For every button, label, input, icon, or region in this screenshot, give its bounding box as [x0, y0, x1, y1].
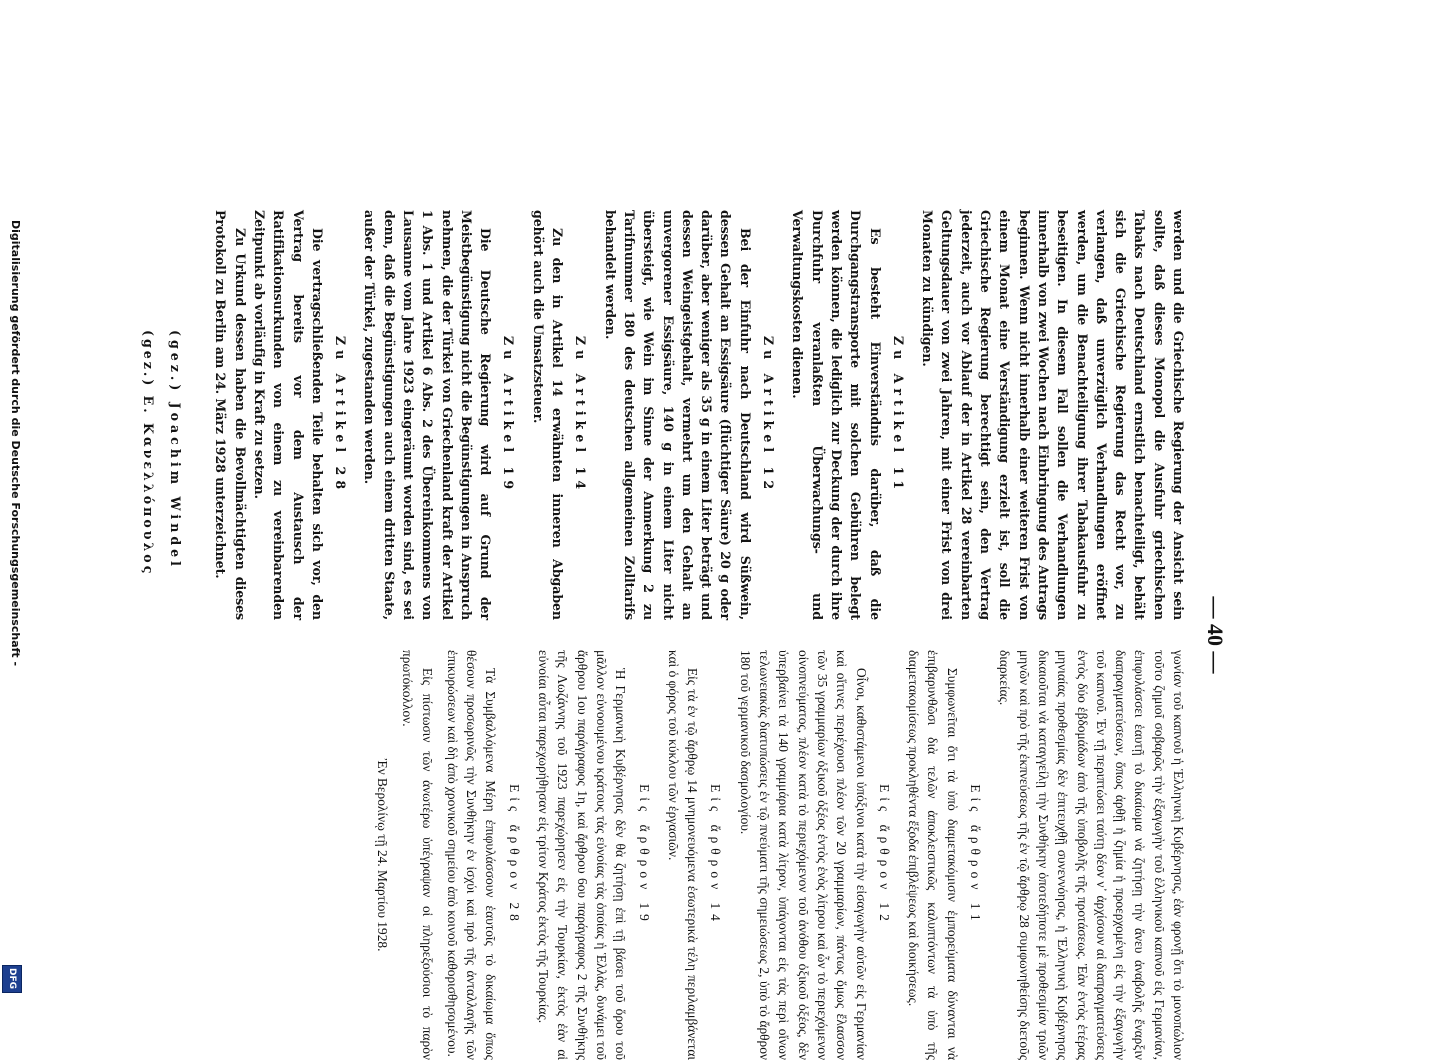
section-heading: Zu Artikel 28 — [333, 335, 349, 495]
dfg-logo-icon: DFG — [2, 965, 22, 993]
greek-column — [373, 650, 1188, 1060]
greek-intro-paragraph: γωνίαν τοῦ καπνοῦ ἡ Ἑλληνικὴ Κυβέρνησις, ἐὰν φρονῇ ὅτι τὸ μονοπώλιον τοῦτο ζημιοῖ σοβαρῶς τὴν ἐξαγωγὴν τοῦ ἑλληνικοῦ καπνοῦ εἰς Γερμανίαν, ἐπιφυλάσσει ἑαυτῇ τὸ δικαίωμα νὰ ζητήσῃ τὴν ἄνευ ἀναβολῆς ἔναρξιν διαπραγματεύσεων, ὅπως ἀρθῇ ἡ ζημία ἡ προερχομένη εἰς τὴν ἐξαγωγὴν τοῦ καπνοῦ. Ἐν τῇ περιπτώσει ταύτῃ δέον ν᾽ ἀρχίσουν αἱ διαπραγματεύσεις ἐντὸς δύο ἑβδομάδων ἀπὸ τῆς ὑποβολῆς τῆς προτάσεως. Ἐὰν ἐντὸς ἑτέρας μηνιαίας προθεσμίας δὲν ἐπιτευχθῇ συνεννόησις, ἡ Ἑλληνικὴ Κυβέρνησις δικαιοῦται νὰ καταγγείλῃ τὴν Συνθήκην ὁποτεδήποτε μὲ προθεσμίαν τριῶν μηνῶν καὶ πρὸ τῆς ἐκπνεύσεως τῆς ἐν τῷ ἄρθρῳ 28 συμφωνηθείσης διετοῦς διαρκείας. — [997, 650, 1186, 1060]
german-intro-paragraph: werden und die Griechische Regierung der Ansicht sein sollte, daß dieses Monopol die Ausfuhr griechischen Tabaks nach Deutschland ernstlich benachteiligt, behält sich die Griechische Regierung das Recht vor, zu verlangen, daß unverzüglich Verhandlungen eröffnet werden, um die Benachteiligung ihrer Tabakausfuhr zu beseitigen. In diesem Fall sollen die Verhandlungen innerhalb von zwei Wochen nach Einbringung des Antrags beginnen. Wenn nicht innerhalb einer weiteren Frist von einem Monat eine Verständigung erzielt ist, soll die Griechische Regierung berechtigt sein, den Vertrag jederzeit, auch vor Ablauf der in Artikel 28 vereinbarten Geltungsdauer von zwei Jahren, mit einer Frist von drei Monaten zu kündigen. — [920, 210, 1186, 620]
section-paragraph: Bei der Einfuhr nach Deutschland wird Süßwein, dessen Gehalt an Essigsäure (flüchtiger Säure) 20 g oder darüber, aber weniger als 35 g in einem Liter beträgt und dessen Weingeistgehalt, vermehrt um den Gehalt an unvergorener Essigsäure, 140 g in einem Liter nicht übersteigt, wie Wein im Sinne der Anmerkung 2 zu Tarifnummer 180 des deutschen allgemeinen Zolltarifs behandelt werden. — [602, 210, 753, 620]
german-section-article-12 — [600, 210, 778, 620]
place-date-line: Ἐν Βερολίνῳ τῇ 24. Μαρτίου 1928. — [375, 758, 391, 952]
section-paragraph: Οἶνοι, καθιστάμενοι ὑπόξινοι κατὰ τὴν εἰσαγωγὴν αὐτῶν εἰς Γερμανίαν καὶ οἵτινες περιέχουσι πλέον τῶν 20 γραμμαρίων, πάντως ὅμως ἔλασσον τῶν 35 γραμμαρίων ὀξικοῦ ὀξέος ἐντὸς ἑνὸς λίτρου καὶ ὧν τὸ περιεχόμενον οἰνοπνεύματος, πλέον κατὰ τὸ περιεχόμενον τοῦ ἀνόθου ὀξικοῦ ὀξέος, δὲν ὑπερβαίνει τὰ 140 γραμμάρια κατὰ λίτρον, ὑπάγονται εἰς τὰς περὶ οἴνων τελωνειακὰς διατυπώσεις ἐν τῷ πνεύματι τῆς σημειώσεως 2, ὑπὸ τὸ ἄρθρον 180 τοῦ γερμανικοῦ δασμολογίου. — [737, 650, 869, 1060]
section-heading: Zu Artikel 19 — [501, 335, 517, 495]
section-paragraph: Zu den in Artikel 14 erwähnten inneren Abgaben gehört auch die Umsatzsteuer. — [530, 210, 566, 620]
section-heading: Εἰς ἄρθρον 14 — [708, 784, 724, 926]
section-paragraph: Die Deutsche Regierung wird auf Grund der Meistbegünstigung nicht die Begünstigungen in Anspruch nehmen, die der Türkei von Griechenland kraft der Artikel 1 Abs. 1 und Artikel 6 Abs. 2 des Übereinkommens von Lausanne vom Jahre 1923 eingeräumt worden sind, es sei denn, daß die Begünstigungen auch einem dritten Staate, außer der Türkei, zugestanden werden. — [362, 210, 494, 620]
section-heading: Εἰς ἄρθρον 12 — [876, 784, 892, 926]
section-heading: Εἰς ἄρθρον 28 — [506, 784, 522, 926]
document-page — [140, 210, 1230, 1060]
section-paragraph: Ἡ Γερμανικὴ Κυβέρνησις δὲν θὰ ζητήσῃ ἐπὶ τῇ βάσει τοῦ ὅρου τοῦ μᾶλλον εὐνοουμένου κράτους τὰς εὐνοίας τὰς ὁποίας ἡ Ἑλλὰς, δυνάμει τοῦ ἄρθρου 1ου παράγραφος 1η, καὶ ἄρθρου 6ου παράγραφος 2 τῆς Συνθήκης τῆς Λωζάννης τοῦ 1923 παρεχώρησεν εἰς τὴν Τουρκίαν, ἐκτὸς ἐὰν αἱ εὐνοίαι αὗται παρεχωρήθησαν εἰς τρίτον Κράτος ἐκτὸς τῆς Τουρκίας. — [536, 650, 629, 1060]
section-paragraph: Συμφωνεῖται ὅτι τὰ ὑπὸ διαμετακόμισιν ἐμπορεύματα δύνανται νὰ ἐπιβαρυνθῶσι διὰ τελῶν ἀποκλειστικῶς καλυπτόντων τὰ ὑπὸ τῆς διαμετακομίσεως προκληθέντα ἔξοδα ἐπιβλέψεως καὶ διοικήσεως. — [906, 650, 960, 1060]
german-section-article-14 — [529, 210, 591, 620]
signature-greek-plenipotentiary: (gez.) E. Κανελλόπουλος — [140, 330, 156, 577]
digitization-credit-strip — [0, 0, 30, 1000]
closing-paragraph: Zu Urkund dessen haben die Bevollmächtigten dieses Protokoll zu Berlin am 24. März 1928 unterzeichnet. — [213, 210, 248, 620]
german-section-article-11 — [788, 210, 908, 620]
section-heading: Zu Artikel 11 — [890, 335, 906, 495]
section-paragraph: Τὰ Συμβαλλόμενα Μέρη ἐπιφυλάσσουν ἑαυτοῖς τὸ δικαίωμα ὅπως θέσουν προσωρινῶς τὴν Συνθήκην ἐν ἰσχύι καὶ πρὸ τῆς ἀνταλλαγῆς τῶν ἐπικυρώσεων καὶ δὴ ἀπὸ χρονικοῦ σημείου ἀπὸ κοινοῦ καθορισθησομένου. — [444, 650, 499, 1060]
german-section-article-19 — [360, 210, 518, 620]
section-heading: Εἰς ἄρθρον 19 — [636, 784, 652, 926]
greek-section-article-28 — [398, 650, 524, 1060]
signature-block — [138, 210, 185, 620]
section-heading: Zu Artikel 14 — [573, 335, 589, 495]
greek-section-article-19 — [534, 650, 654, 1060]
page-number: — 40 — — [1203, 596, 1228, 674]
german-column — [130, 210, 1188, 620]
german-section-article-28 — [211, 210, 350, 620]
greek-section-article-11 — [904, 650, 985, 1060]
closing-paragraph: Εἰς πίστωσιν τῶν ἀνωτέρω ὑπέγραψαν οἱ πληρεξούσιοι τὸ παρὸν πρωτόκολλον. — [400, 650, 435, 1060]
section-paragraph: Εἰς τὰ ἐν τῷ ἄρθρῳ 14 μνημονευόμενα ἐσωτερικὰ τέλη περιλαμβάνεται καὶ ὁ φόρος τοῦ κύκλου τῶν ἐργασιῶν. — [665, 650, 701, 1060]
greek-section-article-12 — [735, 650, 893, 1060]
section-paragraph: Die vertragschließenden Teile behalten sich vor, den Vertrag bereits vor dem Austausch der Ratifikationsurkunden von einem zu vereinbarenden Zeitpunkt ab vorläufig in Kraft zu setzen. — [251, 210, 325, 620]
section-heading: Εἰς ἄρθρον 11 — [968, 784, 984, 926]
signature-german-plenipotentiary: (gez.) Joachim Windel — [168, 330, 184, 570]
section-heading: Zu Artikel 12 — [761, 335, 777, 495]
greek-section-article-14 — [664, 650, 726, 1060]
digitization-credit: Digitalisierung gefördert durch die Deutsche Forschungsgemeinschaft - — [9, 220, 22, 667]
section-paragraph: Es besteht Einverständnis darüber, daß die Durchgangstransporte mit solchen Gebühren belegt werden können, die lediglich zur Deckung der durch ihre Durchfuhr veranlaßten Überwachungs- und Verwaltungskosten dienen. — [790, 210, 883, 620]
